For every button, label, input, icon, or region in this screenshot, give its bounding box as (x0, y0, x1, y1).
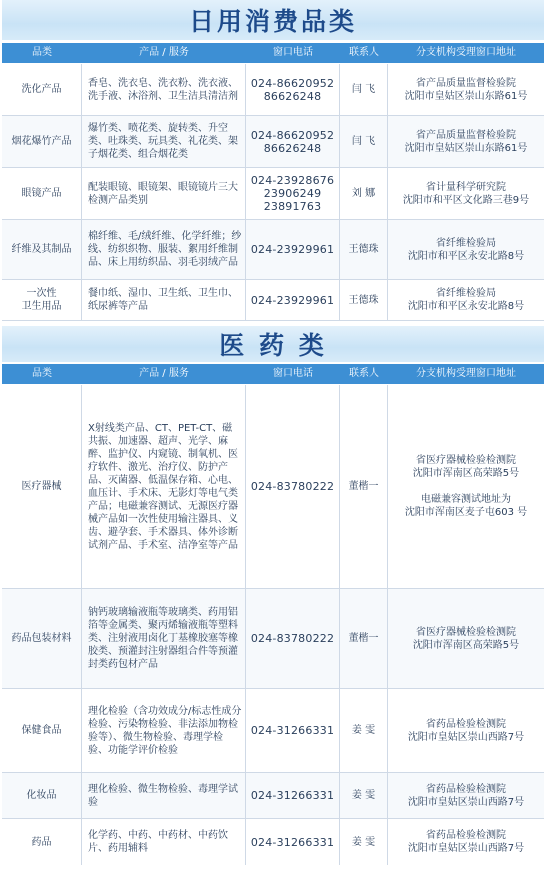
row-phone (246, 385, 340, 588)
row-phone (246, 819, 340, 865)
header-address: 分支机构受理窗口地址 (416, 368, 516, 379)
row-address (388, 819, 544, 865)
header-category: 品类 (32, 47, 52, 58)
row-address (388, 385, 544, 588)
header-category: 品类 (32, 368, 52, 379)
table-daily-goods (2, 64, 544, 321)
header-phone: 窗口电话 (273, 47, 313, 58)
row-products: 理化检验、微生物检验、毒理学试验 (82, 773, 246, 818)
row-category: 烟花爆竹产品 (2, 116, 82, 167)
row-phone (246, 589, 340, 688)
row-category (2, 280, 82, 320)
row-contact: 董楷一 (340, 589, 388, 688)
table-row (2, 168, 544, 220)
address-text: 省纤维检验局 沈阳市和平区永安北路8号 (407, 237, 525, 262)
row-category: 纤维及其制品 (2, 220, 82, 279)
table-row (2, 819, 544, 865)
row-products: 化学药、中药、中药材、中药饮片、药用辅料 (82, 819, 246, 865)
header-products: 产品 / 服务 (139, 368, 189, 379)
row-contact: 姜 雯 (340, 773, 388, 818)
row-phone (246, 116, 340, 167)
table-row (2, 220, 544, 280)
section-banner-daily-goods (2, 0, 544, 40)
row-products: 配装眼镜、眼镜架、眼镜镜片三大检测产品类别 (82, 168, 246, 219)
table-row (2, 64, 544, 116)
section-title: 日用消费品类 (188, 7, 357, 36)
row-category: 化妆品 (2, 773, 82, 818)
phone-text: 024-31266331 (250, 835, 335, 849)
table-row (2, 280, 544, 321)
row-phone (246, 689, 340, 772)
phone-text: 024-23928676 23906249 23891763 (250, 174, 335, 213)
phone-text: 024-86620952 86626248 (250, 76, 335, 103)
phone-text: 024-23929961 (250, 293, 335, 307)
table-header (2, 43, 544, 63)
row-contact: 闫 飞 (340, 116, 388, 167)
row-products: X射线类产品、CT、PET-CT、磁共振、加速器、超声、光学、麻醉、监护仪、内窥镜、制氧机、医疗软件、激光、治疗仪、防护产品、灭菌器、低温保存箱、心电、血压计、手术床、无影灯等电气类产品；电磁兼容测试、无源医疗器械产品如一次性使用输注器具、义齿、避孕套、手术器具、体外诊断试剂产品、手术室、洁净室等产品 (82, 385, 246, 588)
table-header (2, 364, 544, 384)
address-text: 省医疗器械检验检测院 沈阳市浑南区高荣路5号 (412, 626, 520, 651)
phone-text: 024-83780222 (250, 632, 335, 645)
address-text: 省纤维检验局 沈阳市和平区永安北路8号 (407, 288, 525, 312)
section-title: 医 药 类 (219, 331, 327, 360)
row-address (388, 589, 544, 688)
header-contact: 联系人 (349, 368, 379, 379)
phone-text: 024-86620952 86626248 (250, 128, 335, 155)
row-address (388, 168, 544, 219)
row-contact: 闫 飞 (340, 64, 388, 115)
row-contact: 刘 娜 (340, 168, 388, 219)
row-products: 餐巾纸、湿巾、卫生纸、卫生巾、纸尿裤等产品 (82, 280, 246, 320)
address-text: 省医疗器械检验检测院 沈阳市浑南区高荣路5号 电磁兼容测试地址为 沈阳市浑南区麦子屯603 号 (404, 455, 528, 518)
row-category: 眼镜产品 (2, 168, 82, 219)
phone-text: 024-23929961 (250, 243, 335, 256)
address-text: 省产品质量监督检验院 沈阳市皇姑区崇山东路61号 (404, 77, 528, 102)
section-banner-medicine (2, 326, 544, 362)
row-address (388, 773, 544, 818)
row-category: 药品 (2, 819, 82, 865)
row-contact: 董楷一 (340, 385, 388, 588)
phone-text: 024-31266331 (250, 789, 335, 802)
address-text: 省药品检验检测院 沈阳市皇姑区崇山西路7号 (407, 783, 525, 808)
phone-text: 024-83780222 (250, 480, 335, 493)
row-address (388, 116, 544, 167)
row-phone (246, 773, 340, 818)
row-contact: 姜 雯 (340, 819, 388, 865)
header-address: 分支机构受理窗口地址 (416, 47, 516, 58)
row-phone (246, 64, 340, 115)
header-phone: 窗口电话 (273, 368, 313, 379)
row-address (388, 280, 544, 320)
phone-text: 024-31266331 (250, 724, 335, 737)
row-address (388, 689, 544, 772)
row-contact: 姜 雯 (340, 689, 388, 772)
address-text: 省药品检验检测院 沈阳市皇姑区崇山西路7号 (407, 718, 525, 743)
row-contact: 王德珠 (340, 280, 388, 320)
row-category: 洗化产品 (2, 64, 82, 115)
row-products: 棉纤维、毛/绒纤维、化学纤维；纱线、纺织织物、服装、絮用纤维制品、床上用纺织品、羽毛羽绒产品 (82, 220, 246, 279)
row-products: 香皂、洗衣皂、洗衣粉、洗衣液、洗手液、沐浴剂、卫生洁具清洁剂 (82, 64, 246, 115)
header-contact: 联系人 (349, 47, 379, 58)
row-phone (246, 168, 340, 219)
row-category: 药品包装材料 (2, 589, 82, 688)
table-row (2, 385, 544, 589)
header-products: 产品 / 服务 (139, 47, 189, 58)
row-products: 爆竹类、喷花类、旋转类、升空类、吐珠类、玩具类、礼花类、架子烟花类、组合烟花类 (82, 116, 246, 167)
row-address (388, 64, 544, 115)
address-text: 省产品质量监督检验院 沈阳市皇姑区崇山东路61号 (404, 129, 528, 154)
row-products: 理化检验（含功效成分/标志性成分检验、污染物检验、非法添加物检验等）、微生物检验、毒理学检验、功能学评价检验 (82, 689, 246, 772)
row-phone (246, 220, 340, 279)
row-category: 医疗器械 (2, 385, 82, 588)
table-row (2, 773, 544, 819)
row-contact: 王德珠 (340, 220, 388, 279)
table-row (2, 116, 544, 168)
table-row (2, 689, 544, 773)
table-medicine (2, 385, 544, 869)
row-products: 钠钙玻璃输液瓶等玻璃类、药用铝箔等金属类、聚丙烯输液瓶等塑料类、注射液用卤化丁基橡胶塞等橡胶类、预灌封注射器组合件等预灌封类药包材产品 (82, 589, 246, 688)
category-text: 一次性 卫生用品 (21, 288, 62, 312)
row-category: 保健食品 (2, 689, 82, 772)
address-text: 省药品检验检测院 沈阳市皇姑区崇山西路7号 (407, 830, 525, 854)
row-address (388, 220, 544, 279)
row-phone (246, 280, 340, 320)
address-text: 省计量科学研究院 沈阳市和平区文化路三巷9号 (402, 181, 530, 206)
table-row (2, 589, 544, 689)
